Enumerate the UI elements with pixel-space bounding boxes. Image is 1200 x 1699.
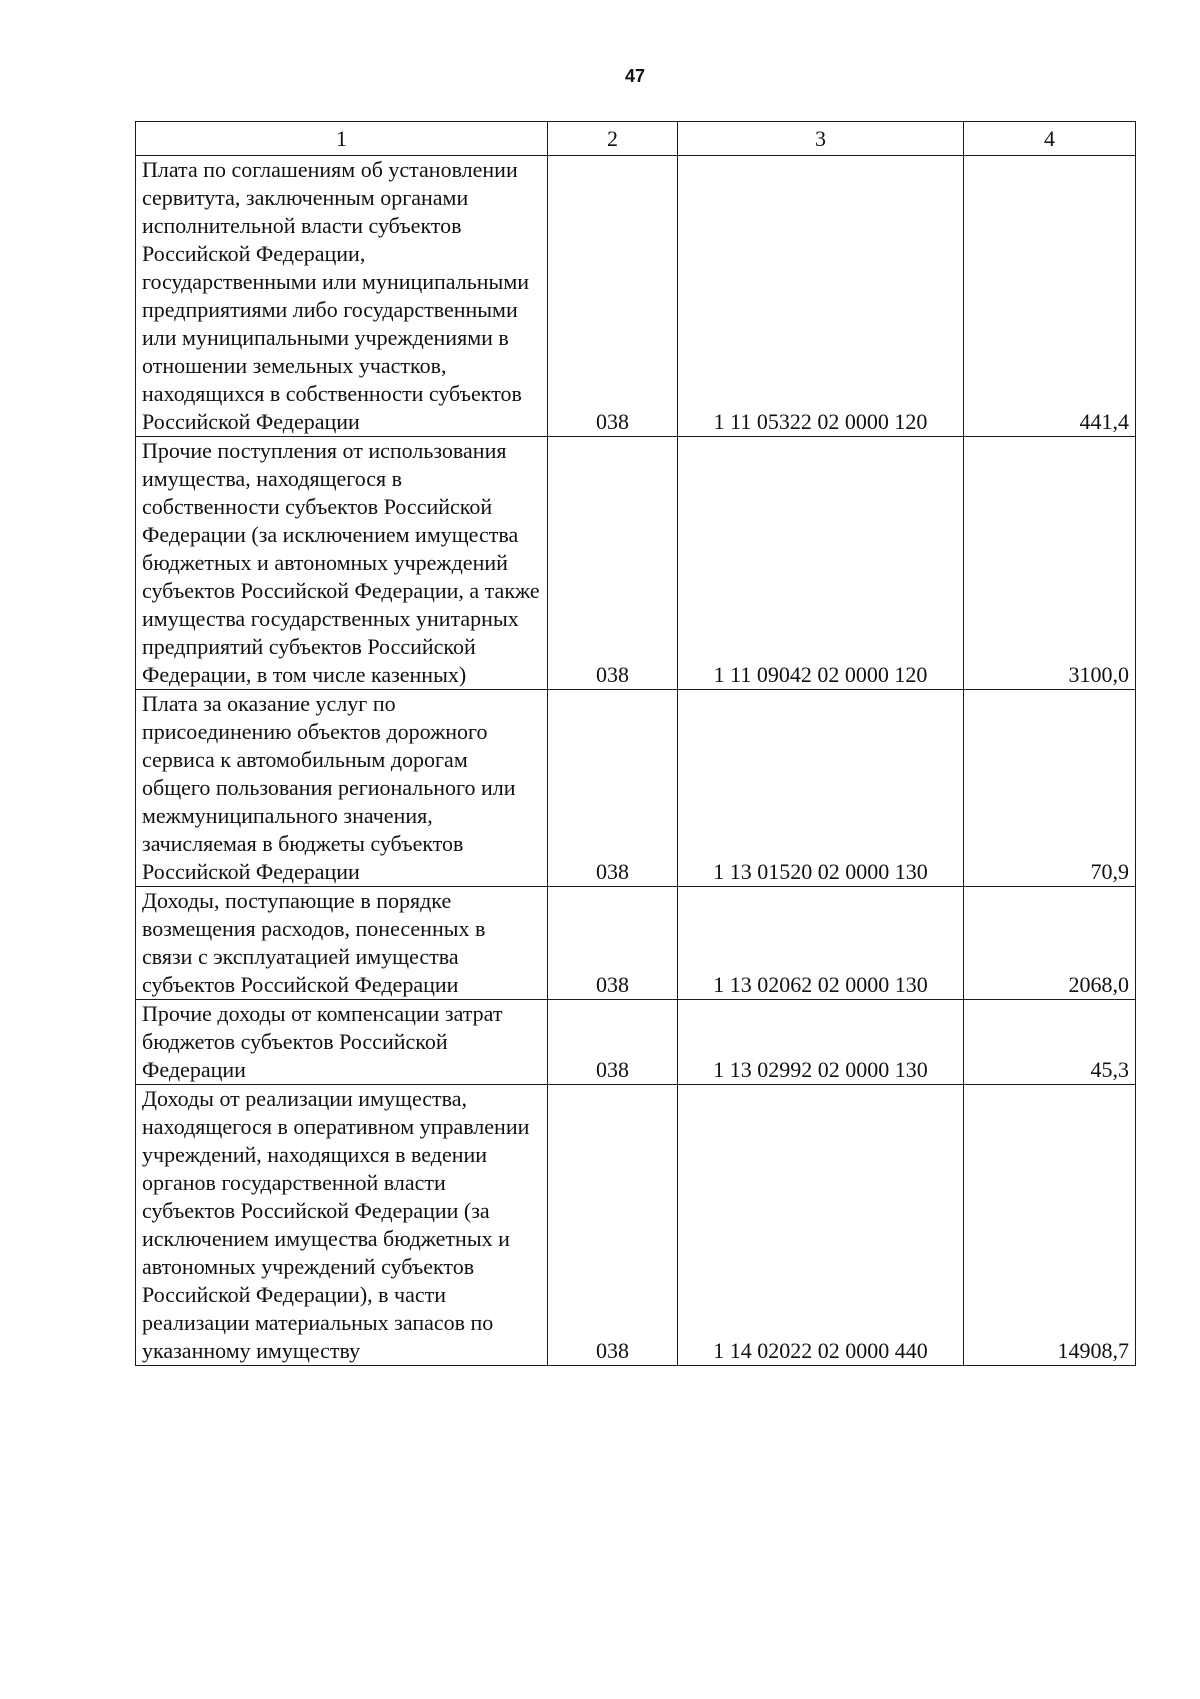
amount-cell: 441,4 xyxy=(964,156,1136,437)
table-header-row xyxy=(136,122,1136,156)
budget-code-cell: 1 11 09042 02 0000 120 xyxy=(678,437,964,690)
header-cell-2: 2 xyxy=(548,122,678,156)
admin-code-cell: 038 xyxy=(548,437,678,690)
income-name-cell: Доходы от реализации имущества, находящегося в оперативном управлении учреждений, находящихся в ведении органов государственной власти субъектов Российской Федерации (за исключением имущества бюджетных и автономных учреждений субъектов Российской Федерации), в части реализации материальных запасов по указанному имуществу xyxy=(136,1085,548,1366)
admin-code-cell: 038 xyxy=(548,887,678,1000)
table-row xyxy=(136,437,1136,690)
income-name-cell: Доходы, поступающие в порядке возмещения расходов, понесенных в связи с эксплуатацией имущества субъектов Российской Федерации xyxy=(136,887,548,1000)
income-name-cell: Плата по соглашениям об установлении сервитута, заключенным органами исполнительной власти субъектов Российской Федерации, государственными или муниципальными предприятиями либо государственными или муниципальными учреждениями в отношении земельных участков, находящихся в собственности субъектов Российской Федерации xyxy=(136,156,548,437)
header-cell-4: 4 xyxy=(964,122,1136,156)
table-row xyxy=(136,1000,1136,1085)
income-name-cell: Прочие поступления от использования имущества, находящегося в собственности субъектов Российской Федерации (за исключением имущества бюджетных и автономных учреждений субъектов Российской Федерации, а также имущества государственных унитарных предприятий субъектов Российской Федерации, в том числе казенных) xyxy=(136,437,548,690)
budget-code-cell: 1 14 02022 02 0000 440 xyxy=(678,1085,964,1366)
admin-code-cell: 038 xyxy=(548,1085,678,1366)
table-row xyxy=(136,887,1136,1000)
income-name-cell: Плата за оказание услуг по присоединению объектов дорожного сервиса к автомобильным дорогам общего пользования регионального или межмуниципального значения, зачисляемая в бюджеты субъектов Российской Федерации xyxy=(136,690,548,887)
budget-code-cell: 1 13 02062 02 0000 130 xyxy=(678,887,964,1000)
income-name-cell: Прочие доходы от компенсации затрат бюджетов субъектов Российской Федерации xyxy=(136,1000,548,1085)
revenue-table xyxy=(135,121,1136,1366)
budget-code-cell: 1 13 02992 02 0000 130 xyxy=(678,1000,964,1085)
admin-code-cell: 038 xyxy=(548,156,678,437)
admin-code-cell: 038 xyxy=(548,690,678,887)
header-cell-3: 3 xyxy=(678,122,964,156)
header-cell-1: 1 xyxy=(136,122,548,156)
table-row xyxy=(136,1085,1136,1366)
amount-cell: 14908,7 xyxy=(964,1085,1136,1366)
budget-code-cell: 1 13 01520 02 0000 130 xyxy=(678,690,964,887)
table-row xyxy=(136,156,1136,437)
amount-cell: 2068,0 xyxy=(964,887,1136,1000)
budget-code-cell: 1 11 05322 02 0000 120 xyxy=(678,156,964,437)
admin-code-cell: 038 xyxy=(548,1000,678,1085)
page-number: 47 xyxy=(624,66,646,86)
amount-cell: 70,9 xyxy=(964,690,1136,887)
amount-cell: 3100,0 xyxy=(964,437,1136,690)
amount-cell: 45,3 xyxy=(964,1000,1136,1085)
table-row xyxy=(136,690,1136,887)
